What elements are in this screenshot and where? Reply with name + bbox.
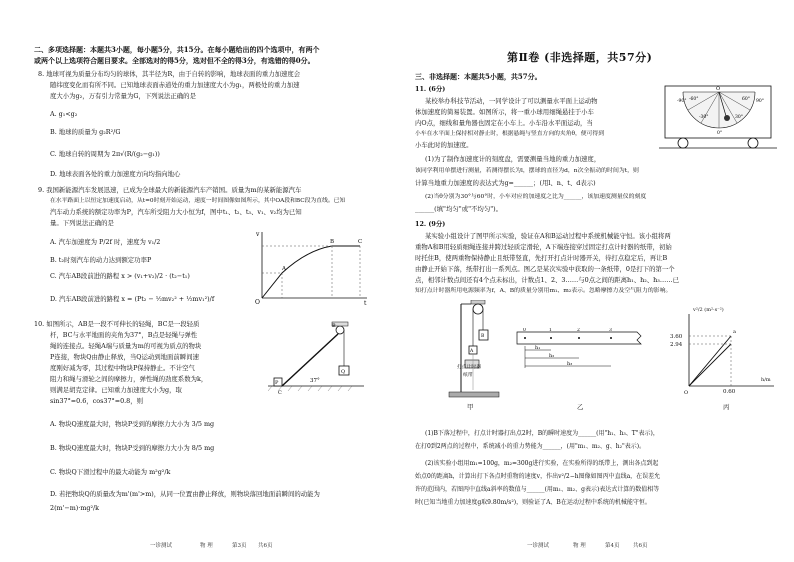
line-a [689,336,731,386]
pulley [336,326,344,334]
right-footer-2: 物 理 [573,543,586,549]
q8-stem-2: 随纬度变化而有所不同。已知地球表面赤道处的重力加速度大小为g₁，两极处的重力加速 [50,81,300,89]
tape-point-1 [550,337,552,339]
q9-option-c: C. 汽车AB段前进的路程 x > (v₁+v₂)/2 · (t₂−t₁) [50,272,190,280]
q9-vt-graph [252,228,372,306]
left-footer-3: 第3页 [232,543,247,549]
svg-text:O: O [716,86,721,92]
right-footer-3: 第4页 [605,543,620,549]
q11-body-4: 小车在水平面上保持相对静止时，根据悬绳与竖直方向的夹角θ，便可得到 [415,131,604,137]
svg-text:O: O [255,299,260,306]
q11-body-2: 体加速度的简易装置。如图所示，将一重小球用细绳悬挂于小车 [415,108,594,116]
svg-text:B: B [332,323,336,329]
q11-p2-2: ______(填"均匀"或"不均匀")。 [415,205,503,213]
q9-stem-1: 9. 我国新能源汽车发展迅速，已成为全球最大的新能源汽车产销国。质量为m的某新能源汽车 [38,186,302,194]
fig-jia-apparatus [441,300,511,400]
bing-y-label: v²/2 (m²·s⁻²) [693,307,724,313]
q12-p2-4: 时(已知当地重力加速度g取9.80m/s²)，则验证了A、B在运动过程中系统的机械能守恒。 [415,499,651,506]
q9-stem-2: 在水平路面上以恒定加速度启动，从t=0时刻开始运动，速度一时间图像如图所示，其中OA段和BC段为直线。已知 [50,198,346,204]
fig-bing-caption: 丙 [723,403,730,411]
svg-text:v: v [256,231,260,238]
pendulum-ball [724,115,730,121]
svg-text:h₁: h₁ [535,345,541,351]
q12-p2-1: (2)该实验小组用m₁=100g，m₂=300g进行实验，在实验所得的纸带上，测出各点到起 [425,460,659,467]
svg-text:C: C [278,390,282,396]
q11-label: 11. (6分) [415,85,446,93]
q11-body-5: 小车此时的加速度。 [415,141,473,149]
svg-text:h₃: h₃ [567,361,573,367]
q9-stem-4: 量。下列说法正确的是 [50,219,114,227]
svg-text:0: 0 [523,328,526,333]
svg-text:t: t [364,300,367,306]
fig-yi-tape [515,328,645,378]
svg-text:0°: 0° [717,131,723,136]
svg-text:P: P [275,380,279,386]
q12-body-4: 由静止开始下落，纸带打出一系列点。图乙是某次实验中获取的一条纸带，0是打下的第一个 [415,265,675,273]
q10-option-c: C. 物块Q下滑过程中的最大动能为 m²g²/k [50,468,171,476]
q12-body-5: 点，相邻计数点间还有4个点未标出，计数点1、2、3……与0点之间的距离h₁、h₂、h₃……已 [415,276,680,284]
svg-text:B: B [330,239,335,245]
q10-stem-2: 杆，BC与水平地面的夹角为37°，B点是轻绳与弹性 [50,331,198,339]
q12-body-2: 重物A和B用轻质细绳连接并跨过轻质定滑轮，A下端连接穿过固定打点计时器的纸带，初始 [415,243,672,251]
vt-curve [262,246,360,298]
fig-bing-graph [659,308,779,398]
q12-p1: (1)B下落过程中，打点计时器打出点2时，B的瞬时速度为______(用"h₁、h₃、T"表示)， [425,430,659,437]
fig-yi-caption: 乙 [577,403,584,411]
svg-text:C: C [358,239,363,245]
svg-text:2: 2 [577,328,580,333]
q12-p1b: 在打0到2两点的过程中，系统减小的重力势能为______，(用"m₁、m₂、g、h₂"表示)。 [415,443,646,450]
svg-text:37°: 37° [310,378,320,384]
q11-p1-1: (1)为了制作加速度计的刻度盘，需要测量当地的重力加速度， [425,155,601,163]
volume-title: 第Ⅱ卷 (非选择题，共57分) [507,51,653,64]
q10-option-d: D. 若把物块Q的质量改为m'(m'>m)，从同一位置由静止释放，则物块落回地面前瞬间的动能为 [50,490,320,498]
right-page [397,0,794,562]
q11-p1-3: 计算当地重力加速度的表达式为g=______；(用l、n、t、d表示) [415,179,596,187]
svg-text:-60°: -60° [689,97,699,102]
q8-option-a: A. g₁<g₂ [50,110,78,118]
bing-y-tick-2: 2.94 [670,342,683,348]
q8-option-d: D. 地球表面各处的重力加速度方向均指向地心 [50,170,181,178]
q10-stem-7: 则满足胡克定律。已知重力加速度大小为g，取 [50,386,182,394]
q12-label: 12. (9分) [415,220,446,228]
svg-text:-30°: -30° [699,115,709,120]
q11-body-3: 内O点，细线和量角器也固定在小车上。小车沿水平面运动，当 [415,119,593,127]
q8-stem-1: 8. 地球可视为质量分布均匀的球体，其半径为R，由于自转的影响，地球表面的重力加速度会 [38,70,301,78]
svg-text:h₂: h₂ [549,353,555,359]
fig-jia-caption: 甲 [467,403,474,411]
q9-option-b: B. t₂时刻汽车的动力达到额定功率P [50,256,152,264]
fixed-pulley [473,304,483,314]
q10-stem-6: 阻力和绳与滑轮之间的摩擦力，弹性绳的劲度系数为k， [50,375,208,383]
bing-line-a-label: a [733,329,736,335]
q8-stem-3: 度大小为g₂，万有引力常量为G，下列说法正确的是 [50,92,196,100]
svg-text:60°: 60° [742,97,750,102]
q10-option-d-expr: 2(m'−m)·mg²/k [50,504,100,512]
left-footer-1: 一诊测试 [150,543,173,549]
wheel-right [748,138,758,148]
q12-p2-3: 许的范围内，若图丙中直线a斜率的数值与______(用m₁、m₂、g表示)表达式计算的数值相等 [415,486,660,493]
q9-stem-3: 汽车动力系统的额定功率为P，汽车所受阻力大小恒为f，图中t₁、t₂、t₃、v₁、v₂均为已知 [50,208,302,216]
tape-point-0 [524,337,526,339]
left-footer-4: 共6页 [258,543,273,549]
tape-label: 纸带 [463,373,473,378]
q10-stem-1: 10. 如图所示，AB是一段不可伸长的轻绳，BC是一段轻质 [34,320,200,328]
svg-text:3: 3 [609,328,612,333]
q11-p1-2: 该同学利用单摆进行测量，若测得摆长为l，摆球的直径为d，n次全振动的时间为t，则 [415,168,639,174]
q9-option-d: D. 汽车AB段前进的路程 x = (Pt₂ − ½mv₂² + ½mv₁²)/f [50,295,215,303]
q12-body-6: 知打点计时器所用电源频率为f，A、B的质量分别用m₁、m₂表示。忽略摩擦力及空气阻力的影响。 [415,288,672,294]
section-header-3: 三、非选择题：本题共5小题，共57分。 [415,72,542,81]
section-header-line1: 二、多项选择题：本题共3小题，每小题5分，共15分。在每小题给出的四个选项中，有两个 [34,45,320,54]
svg-text:30°: 30° [735,115,743,120]
wheel-left [678,138,688,148]
q10-diagram [268,318,368,396]
q11-cart-diagram [659,82,779,154]
bing-y-tick-1: 3.60 [670,334,683,340]
bing-x-label: h/m [761,377,771,383]
q10-stem-8: sin37°=0.6，cos37°=0.8，则 [50,397,144,405]
svg-text:-90°: -90° [677,99,687,104]
line-b [689,344,731,386]
q10-option-b: B. 物块Q速度最大时，物块P受到的摩擦力大小为 8/5 mg [50,444,215,452]
right-footer-4: 共6页 [633,543,648,549]
q12-p2-2: 始点0的距离h，计算出打下各点时重物的速度v，作出v²/2−h图像如图丙中直线a，在误差允 [415,473,661,480]
q10-stem-4: P连接，物块Q由静止释放，当Q运动到地面前瞬间速 [50,353,199,361]
right-footer-1: 一诊测试 [527,543,550,549]
svg-text:Q: Q [341,369,346,375]
q10-stem-3: 绳的连接点。轻绳A端与质量为m的可视为质点的物块 [50,342,202,350]
q8-option-b: B. 地球的质量为 g₂R²/G [50,128,121,136]
svg-text:90°: 90° [756,99,764,104]
q11-body-1: 某校举办科技节活动，一同学设计了可以测量水平面上运动物 [425,97,598,105]
svg-text:A: A [282,266,286,272]
q10-stem-5: 度刚好减为零，其过程中物块P保持静止。不计空气 [50,364,195,372]
q9-option-a: A. 汽车加速度为 P/2f 时，速度为 v₁/2 [50,238,161,246]
tape-point-2 [578,337,580,339]
q8-option-c: C. 地球自转的周期为 2π√(R/(g₂−g₁)) [50,150,160,158]
timer-label: 打点计时器 [457,365,481,370]
q11-p2-1: (2)当θ分别为30°与60°时，小车对应的加速度之比为______，该加速度测量仪的刻度 [425,194,647,200]
svg-text:1: 1 [549,328,552,333]
section-header-line2: 或两个以上选项符合题目要求。全部选对的得5分，选对但不全的得3分，有选错的得0分。 [34,56,315,65]
q10-option-a: A. 物块Q速度最大时，物块P受到的摩擦力大小为 3/5 mg [50,420,215,428]
svg-text:B: B [481,334,485,339]
svg-text:O: O [684,390,689,396]
q12-body-3: 时托住B，使两重物保持静止且纸带竖直，先打开打点计时器开关，待打点稳定后，再让B [415,254,668,262]
bing-x-tick: 0.60 [723,389,736,395]
left-footer-2: 物 理 [200,543,213,549]
svg-text:A: A [470,349,474,354]
tape-point-3 [610,337,612,339]
q12-body-1: 某实验小组设计了图甲所示实验，验证在A和B运动过程中系统机械能守恒。该小组将两 [425,232,671,240]
